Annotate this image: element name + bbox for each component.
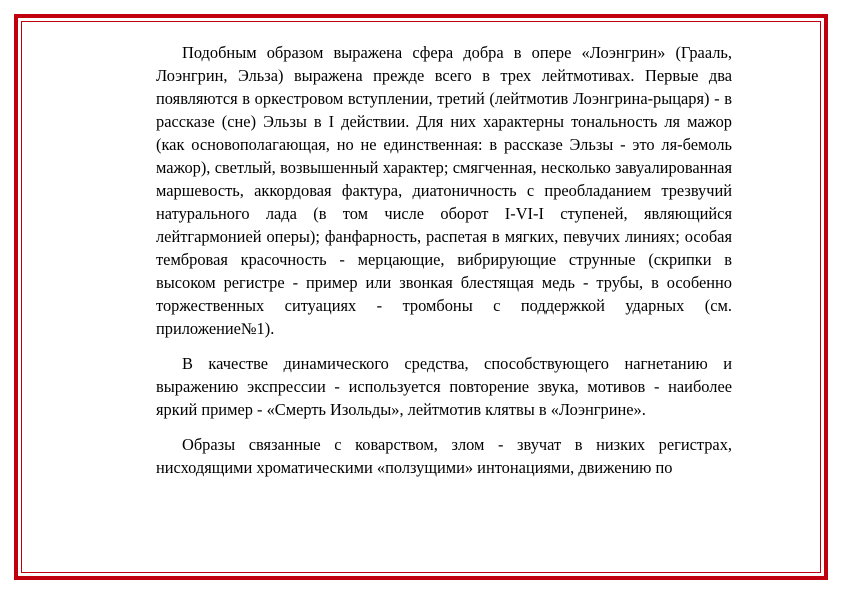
paragraph-3: Образы связанные с коварством, злом - звучат в низких регистрах, нисходящими хроматическими «ползущими» интонациями, движению по [156, 435, 732, 477]
paragraph-2: В качестве динамического средства, способствующего нагнетанию и выражению экспрессии - используется повторение звука, мотивов - наиболее яркий пример - «Смерть Изольды», лейтмотив клятвы в «Лоэнгрине». [156, 354, 732, 419]
paragraph-1: Подобным образом выражена сфера добра в опере «Лоэнгрин» (Грааль, Лоэнгрин, Эльза) выражена прежде всего в трех лейтмотивах. Первые два появляются в оркестровом вступлении, третий (лейтмотив Лоэнгрина-рыцаря) - в рассказе (сне) Эльзы в I действии. Для них характерны тональность ля мажор (как основополагающая, но не единственная: в рассказе Эльзы - это ля-бемоль мажор), светлый, возвышенный характер; смягченная, несколько завуалированная маршевость, аккордовая фактура, диатоничность с преобладанием трезвучий натурального лада (в том числе оборот I-VI-I ступеней, являющийся лейтгармонией оперы); фанфарность, распетая в мягких, певучих линиях; особая тембровая красочность - мерцающие, вибрирующие струнные (скрипки в высоком регистре - пример или звонкая блестящая медь - трубы, в особенно торжественных ситуациях - тромбоны с поддержкой ударных (см. приложение№1). [156, 43, 732, 338]
document-body [156, 41, 732, 491]
